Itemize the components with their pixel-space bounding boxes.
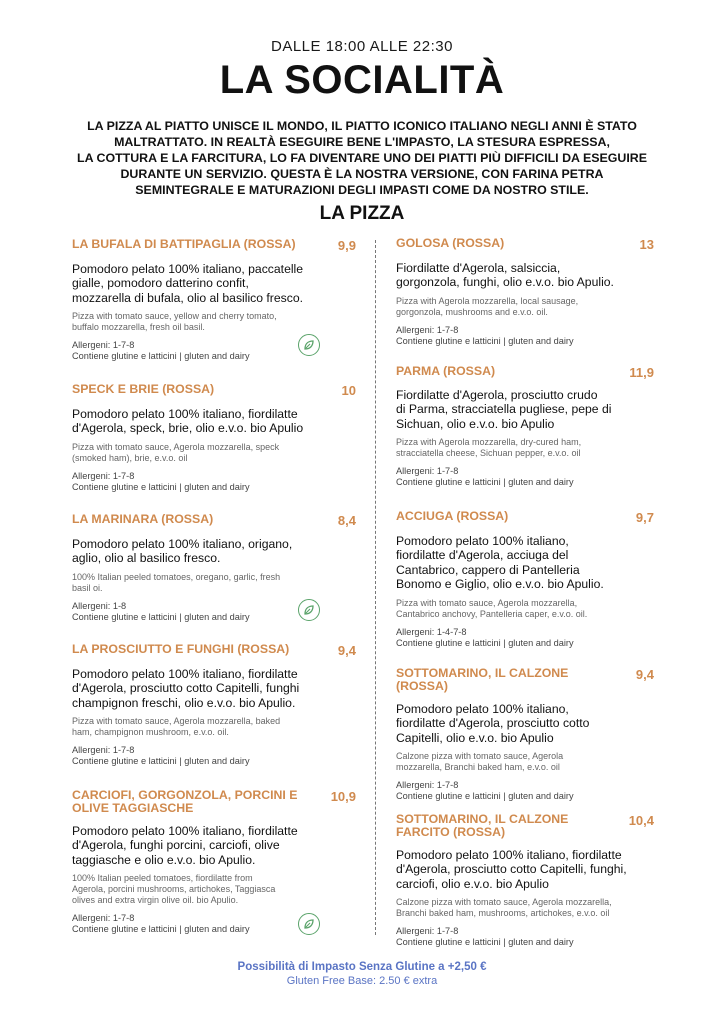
item-description-en — [72, 442, 356, 464]
contains-line: Contiene glutine e latticini | gluten and dairy — [72, 481, 250, 492]
description-en-line: 100% Italian peeled tomatoes, fiordilatte from — [72, 873, 253, 884]
description-line: d'Agerola, prosciutto cotto Capitelli, funghi — [72, 681, 300, 696]
item-description-en — [396, 437, 654, 459]
item-details — [396, 702, 654, 802]
intro-line: LA PIZZA AL PIATTO UNISCE IL MONDO, IL PIATTO ICONICO ITALIANO NEGLI ANNI È STATO — [87, 119, 637, 133]
description-line: gorgonzola, funghi, olio e.v.o. bio Apulio. — [396, 275, 614, 290]
description-en-line: Cantabrico anchovy, Pantelleria caper, e.v.o. oil. — [396, 608, 588, 619]
description-en-line: Pizza with tomato sauce, Agerola mozzarella, — [396, 597, 578, 608]
item-details — [396, 388, 654, 488]
allergens-line: Allergeni: 1-7-8 — [72, 913, 135, 924]
item-description-en — [396, 751, 654, 773]
description-line: Pomodoro pelato 100% italiano, paccatelle — [72, 262, 304, 276]
item-price: 9,9 — [337, 238, 356, 253]
intro-text — [62, 118, 662, 198]
item-price: 9,7 — [635, 510, 654, 525]
item-description — [396, 388, 654, 431]
contains-line: Contiene glutine e latticini | gluten and dairy — [72, 756, 250, 767]
item-price: 10,4 — [628, 813, 654, 828]
item-name — [396, 237, 504, 250]
item-description-en — [72, 716, 356, 738]
item-name-line: GOLOSA (ROSSA) — [396, 236, 505, 250]
description-line: Pomodoro pelato 100% italiano, fiordilatte — [72, 407, 298, 421]
allergens-line: Allergeni: 1-7-8 — [396, 466, 459, 477]
item-name — [396, 365, 495, 378]
description-line: Capitelli, olio e.v.o. bio Apulio — [396, 730, 554, 745]
item-name — [72, 238, 296, 251]
leaf-icon — [298, 599, 320, 621]
leaf-icon — [298, 913, 320, 935]
description-line: Pomodoro pelato 100% italiano, fiordilatte — [396, 848, 622, 862]
description-en-line: Pizza with Agerola mozzarella, dry-cured ham, — [396, 437, 582, 448]
item-name-line: PARMA (ROSSA) — [396, 364, 496, 378]
description-line: Pomodoro pelato 100% italiano, fiordilatte — [72, 667, 298, 681]
description-line: Bonomo e Giglio, olio e.v.o. bio Apulio. — [396, 577, 604, 592]
item-allergens — [72, 745, 356, 767]
description-en-line: ham, champignon mushroom, e.v.o. oil. — [72, 727, 229, 738]
item-name-line: SOTTOMARINO, IL CALZONE — [396, 812, 569, 826]
column-divider — [375, 240, 376, 935]
item-price: 9,4 — [337, 643, 356, 658]
contains-line: Contiene glutine e latticini | gluten and dairy — [396, 637, 574, 648]
description-line: Fiordilatte d'Agerola, prosciutto crudo — [396, 388, 598, 402]
description-en-line: Calzone pizza with tomato sauce, Agerola mozzarella, — [396, 897, 612, 908]
item-allergens — [396, 466, 654, 488]
contains-line: Contiene glutine e latticini | gluten and dairy — [72, 351, 250, 362]
description-line: Pomodoro pelato 100% italiano, — [396, 534, 569, 548]
item-name-line: LA MARINARA (ROSSA) — [72, 512, 214, 526]
item-name-line: SOTTOMARINO, IL CALZONE — [396, 666, 569, 680]
item-name — [72, 513, 213, 526]
item-description-en — [72, 311, 356, 333]
allergens-line: Allergeni: 1-4-7-8 — [396, 626, 467, 637]
description-line: di Parma, stracciatella pugliese, pepe di — [396, 402, 612, 417]
description-line: d'Agerola, speck, brie, olio e.v.o. bio Apulio — [72, 421, 304, 436]
item-allergens — [72, 471, 356, 493]
contains-line: Contiene glutine e latticini | gluten and dairy — [72, 924, 250, 935]
description-line: d'Agerola, prosciutto cotto Capitelli, funghi, — [396, 862, 627, 877]
item-name-line: LA BUFALA DI BATTIPAGLIA (ROSSA) — [72, 237, 296, 251]
description-en-line: Calzone pizza with tomato sauce, Agerola — [396, 751, 564, 762]
item-name — [72, 789, 297, 815]
item-allergens — [396, 926, 654, 948]
description-en-line: Pizza with tomato sauce, Agerola mozzarella, baked — [72, 716, 281, 727]
item-description — [396, 848, 654, 891]
item-price: 13 — [639, 237, 654, 252]
contains-line: Contiene glutine e latticini | gluten and dairy — [396, 791, 574, 802]
item-description-en — [396, 897, 654, 919]
contains-line: Contiene glutine e latticini | gluten and dairy — [72, 611, 250, 622]
item-name — [72, 643, 289, 656]
item-description-en — [396, 296, 654, 318]
opening-hours: DALLE 18:00 ALLE 22:30 — [271, 38, 453, 55]
description-line: d'Agerola, funghi porcini, carciofi, olive — [72, 838, 280, 853]
item-details — [396, 534, 654, 649]
description-line: mozzarella di bufala, olio al basilico fresco. — [72, 290, 303, 305]
description-line: aglio, olio al basilico fresco. — [72, 551, 221, 566]
item-description-en — [72, 572, 356, 594]
description-line: Pomodoro pelato 100% italiano, — [396, 702, 569, 716]
leaf-icon — [298, 334, 320, 356]
description-line: Fiordilatte d'Agerola, salsiccia, — [396, 261, 561, 275]
intro-line: SEMINTEGRALE E MATURAZIONI DEGLI IMPASTI COME DA NOSTRO STILE. — [135, 183, 589, 197]
allergens-line: Allergeni: 1-7-8 — [396, 926, 459, 937]
allergens-line: Allergeni: 1-7-8 — [72, 745, 135, 756]
intro-line: MALTRATTATO. IN REALTÀ ESEGUIRE BENE L'IMPASTO, LA STESURA ESPRESSA, — [114, 135, 610, 149]
item-name-line: OLIVE TAGGIASCHE — [72, 801, 194, 815]
item-price: 10,9 — [330, 789, 356, 804]
item-details — [72, 407, 356, 493]
section-title: LA PIZZA — [319, 203, 405, 224]
description-line: gialle, pomodoro datterino confit, — [72, 276, 249, 291]
item-allergens — [396, 325, 654, 347]
item-details — [396, 848, 654, 948]
allergens-line: Allergeni: 1-8 — [72, 600, 127, 611]
description-line: Pomodoro pelato 100% italiano, origano, — [72, 537, 293, 551]
item-price: 11,9 — [629, 365, 654, 380]
allergens-line: Allergeni: 1-7-8 — [396, 324, 459, 335]
item-description — [72, 262, 356, 305]
allergens-line: Allergeni: 1-7-8 — [72, 470, 135, 481]
description-line: Sichuan, olio e.v.o. bio Apulio — [396, 416, 555, 431]
description-en-line: basil oi. — [72, 582, 103, 593]
item-description — [396, 261, 654, 290]
item-price: 10 — [341, 383, 356, 398]
intro-line: DURANTE UN SERVIZIO. QUESTA È LA NOSTRA VERSIONE, CON FARINA PETRA — [120, 167, 604, 181]
intro-line: LA COTTURA E LA FARCITURA, LO FA DIVENTARE UNO DEI PIATTI PIÙ DIFFICILI DA ESEGUIRE — [77, 151, 647, 165]
item-description — [72, 824, 356, 867]
item-name-line: ACCIUGA (ROSSA) — [396, 509, 509, 523]
item-name-line: SPECK E BRIE (ROSSA) — [72, 382, 215, 396]
description-en-line: 100% Italian peeled tomatoes, oregano, garlic, fresh — [72, 571, 281, 582]
description-en-line: Agerola, porcini mushrooms, artichokes, Taggiasca — [72, 884, 276, 895]
item-price: 9,4 — [635, 667, 654, 682]
contains-line: Contiene glutine e latticini | gluten and dairy — [396, 937, 574, 948]
description-line: taggiasche e olio e.v.o. bio Apulio. — [72, 852, 256, 867]
gluten-free-note-en: Gluten Free Base: 2.50 € extra — [286, 975, 438, 987]
description-en-line: gorgonzola, mushrooms and e.v.o. oil. — [396, 306, 548, 317]
allergens-line: Allergeni: 1-7-8 — [72, 340, 135, 351]
contains-line: Contiene glutine e latticini | gluten and dairy — [396, 335, 574, 346]
description-en-line: buffalo mozzarella, fresh oil basil. — [72, 322, 205, 333]
item-name-line: FARCITO (ROSSA) — [396, 825, 506, 839]
item-name-line: CARCIOFI, GORGONZOLA, PORCINI E — [72, 788, 298, 802]
description-en-line: Pizza with Agerola mozzarella, local sausage, — [396, 295, 579, 306]
description-en-line: (smoked ham), brie, e.v.o. oil — [72, 452, 188, 463]
item-description — [72, 667, 356, 710]
item-allergens — [396, 780, 654, 802]
description-en-line: mozzarella, Branchi baked ham, e.v.o. oil — [396, 762, 560, 773]
description-en-line: Pizza with tomato sauce, Agerola mozzarella, speck — [72, 441, 280, 452]
item-name-line: LA PROSCIUTTO E FUNGHI (ROSSA) — [72, 642, 290, 656]
item-name — [396, 667, 568, 693]
description-line: Pomodoro pelato 100% italiano, fiordilatte — [72, 824, 298, 838]
item-description-en — [396, 598, 654, 620]
description-line: fiordilatte d'Agerola, prosciutto cotto — [396, 716, 590, 731]
item-description-en — [72, 873, 356, 906]
item-details — [72, 667, 356, 767]
description-line: fiordilatte d'Agerola, acciuga del — [396, 548, 569, 563]
item-details — [396, 261, 654, 347]
item-description — [72, 537, 356, 566]
description-line: Cantabrico, cappero di Pantelleria — [396, 562, 580, 577]
description-line: champignon freschi, olio e.v.o. bio Apulio. — [72, 695, 296, 710]
description-en-line: Pizza with tomato sauce, yellow and cherry tomato, — [72, 311, 277, 322]
item-name-line: (ROSSA) — [396, 679, 448, 693]
item-description — [396, 702, 654, 745]
item-name — [396, 813, 568, 839]
item-name — [396, 510, 508, 523]
page-title: LA SOCIALITÀ — [219, 58, 505, 102]
item-name — [72, 383, 214, 396]
allergens-line: Allergeni: 1-7-8 — [396, 780, 459, 791]
description-en-line: Branchi baked ham, mushrooms, artichokes, e.v.o. oil — [396, 908, 610, 919]
description-en-line: olives and extra virgin olive oil. bio Apulio. — [72, 895, 239, 906]
item-description — [72, 407, 356, 436]
description-line: carciofi, olio e.v.o. bio Apulio — [396, 876, 549, 891]
item-allergens — [396, 627, 654, 649]
contains-line: Contiene glutine e latticini | gluten and dairy — [396, 477, 574, 488]
item-price: 8,4 — [337, 513, 356, 528]
description-en-line: stracciatella cheese, Sichuan pepper, e.v.o. oil — [396, 448, 581, 459]
gluten-free-note: Possibilità di Impasto Senza Glutine a +2,50 € — [237, 961, 487, 973]
item-description — [396, 534, 654, 592]
